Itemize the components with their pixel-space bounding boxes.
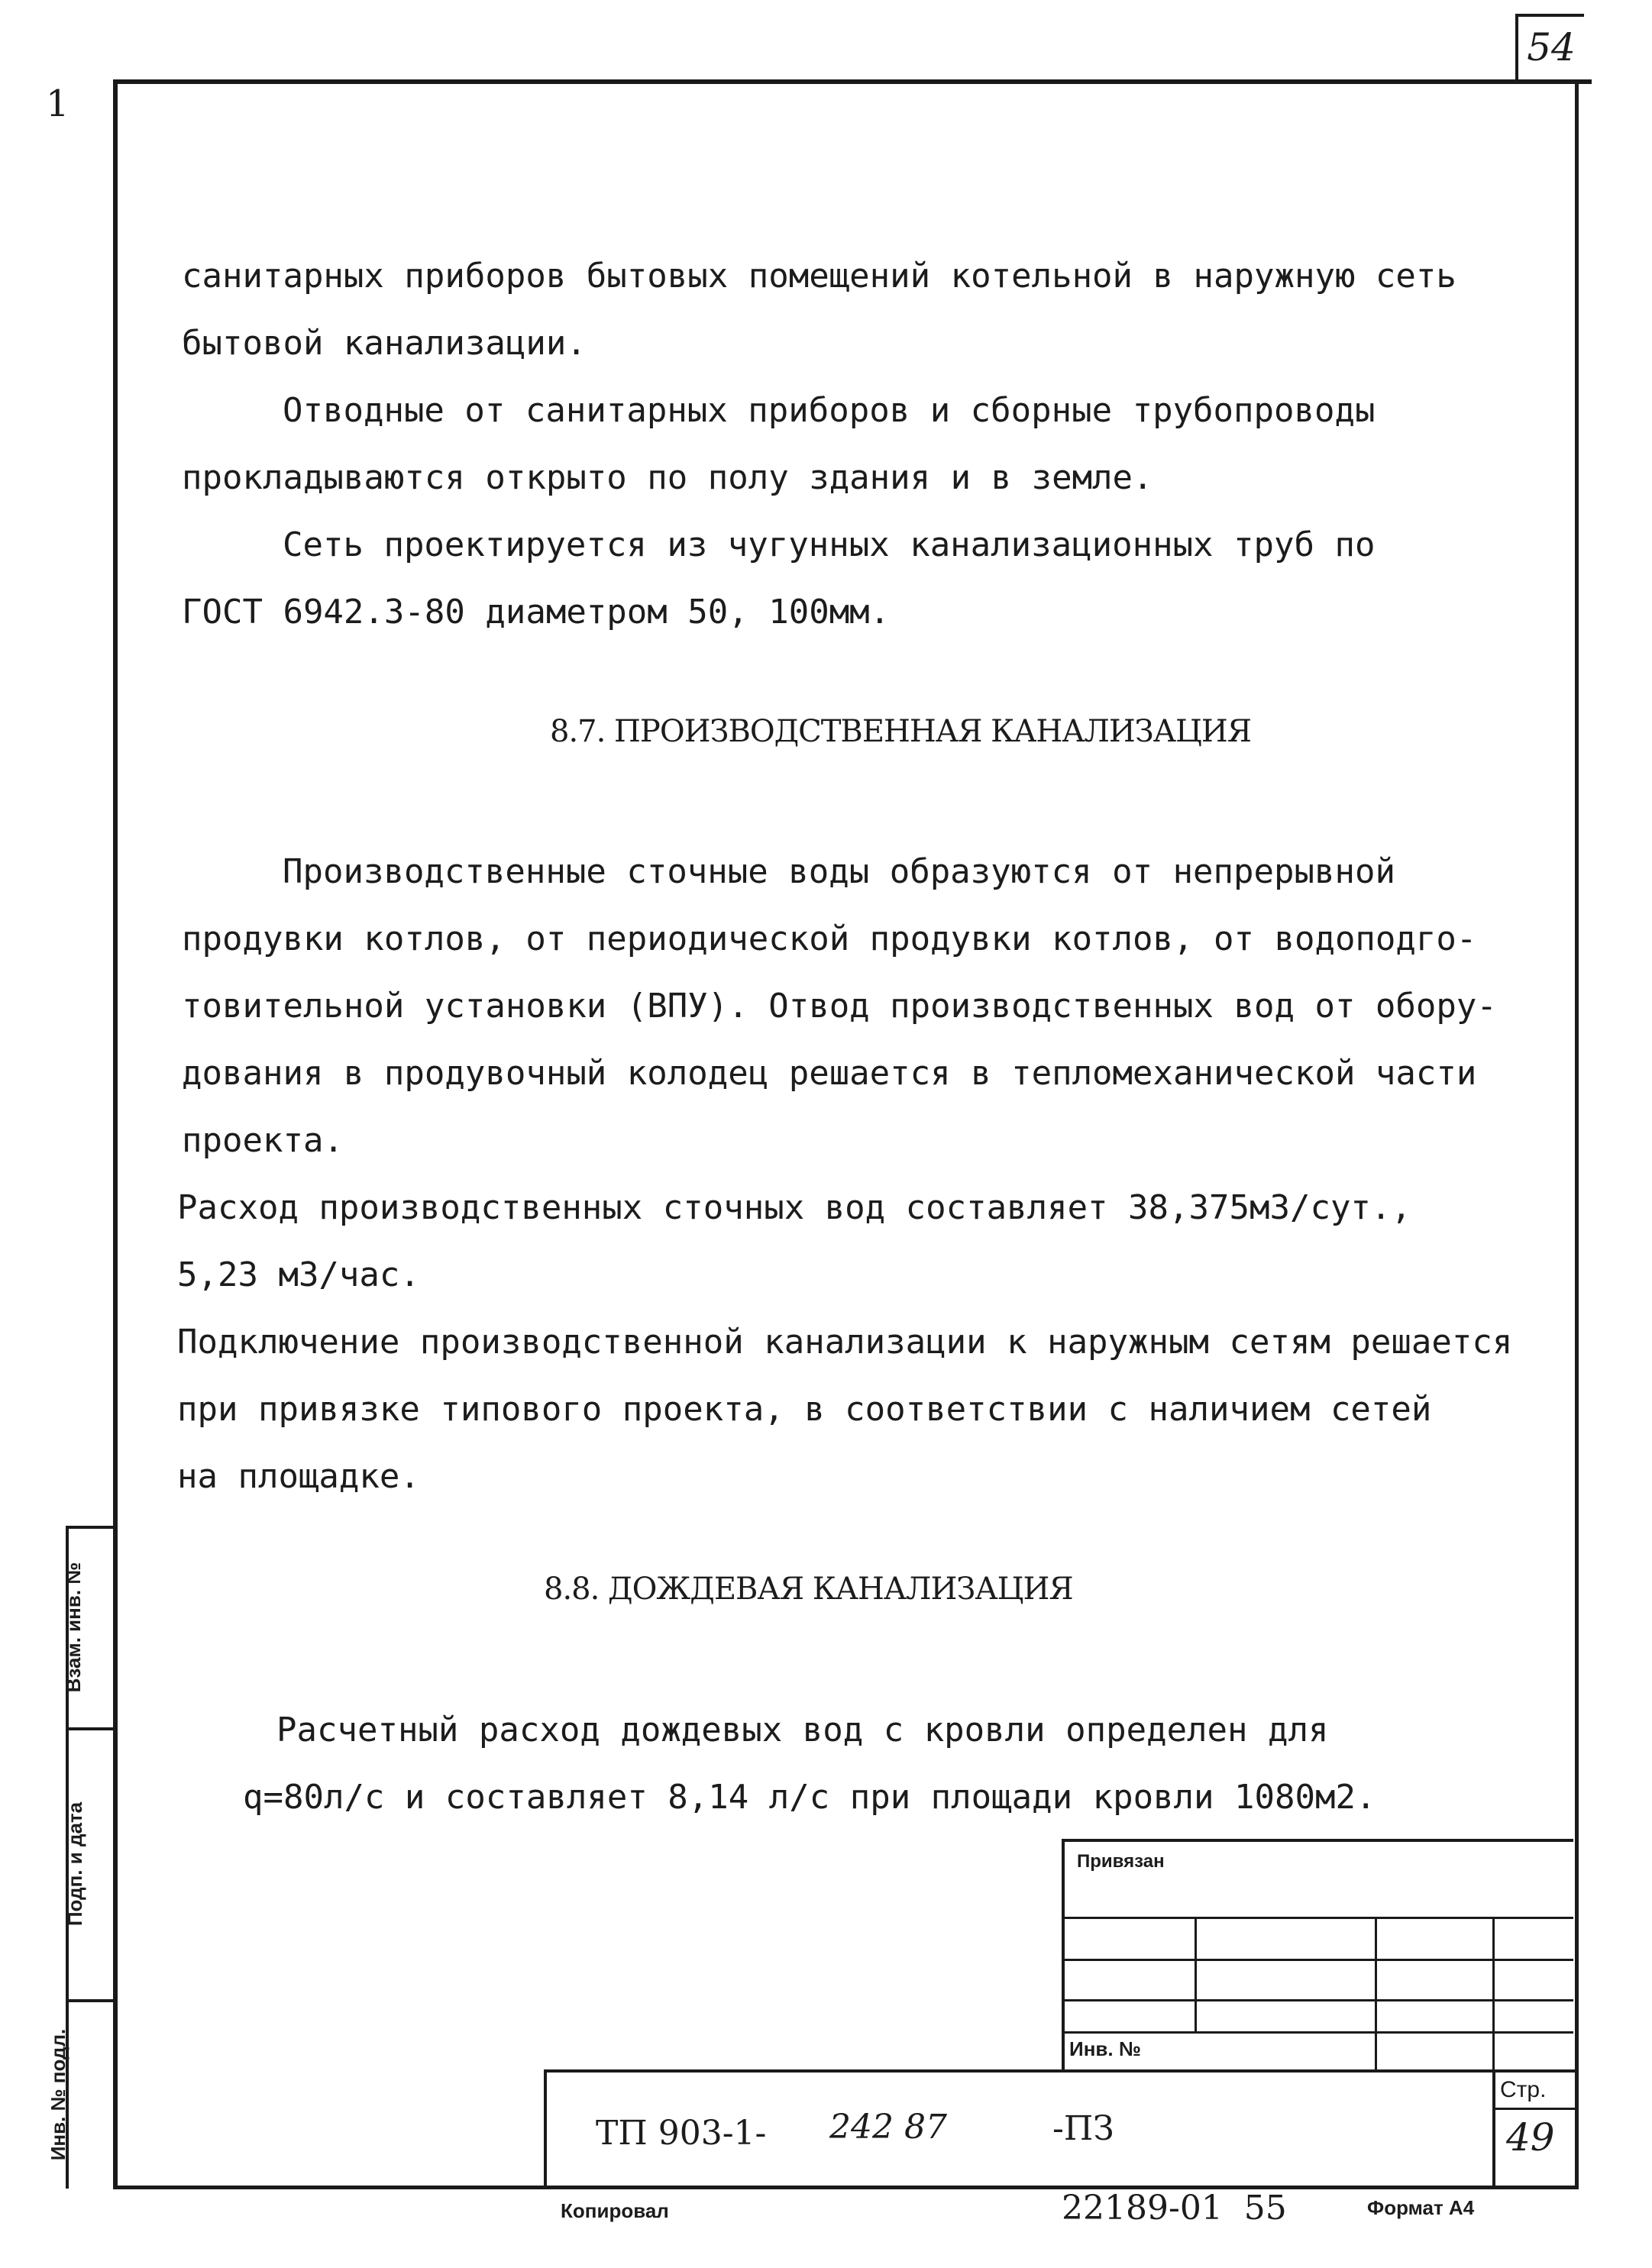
- tb-line: [1062, 1999, 1573, 2001]
- frame-right: [1575, 79, 1579, 2189]
- section-heading-8-7: 8.7. ПРОИЗВОДСТВЕННАЯ КАНАЛИЗАЦИЯ: [550, 714, 1252, 749]
- tb-line: [1492, 2108, 1576, 2110]
- tb-line: [1062, 1839, 1573, 1842]
- text-line: Производственные сточные воды образуются от непрерывной: [283, 852, 1395, 891]
- text-line: q=80л/с и составляет 8,14 л/с при площади кровли 1080м2.: [243, 1778, 1376, 1817]
- text-line: продувки котлов, от периодической продувки котлов, от водоподго-: [182, 919, 1477, 958]
- document-code-handwritten: 242 87: [829, 2108, 947, 2147]
- tb-line: [1062, 1917, 1573, 1919]
- tb-line: [1062, 1959, 1573, 1961]
- corner-page-number: 54: [1515, 14, 1584, 79]
- tb-line: [1195, 1917, 1197, 2031]
- text-line: 5,23 м3/час.: [177, 1255, 420, 1294]
- document-code-suffix: -ПЗ: [1052, 2109, 1114, 2148]
- frame-left: [113, 79, 118, 2189]
- text-line: дования в продувочный колодец решается в тепломеханической части: [182, 1054, 1477, 1093]
- page-label: Стр.: [1500, 2077, 1547, 2102]
- inv-no-label: Инв. №: [1069, 2037, 1141, 2060]
- side-stamp-divider: [66, 1999, 116, 2002]
- text-line: санитарных приборов бытовых помещений котельной в наружную сеть: [182, 257, 1456, 296]
- replace-inv-label: Взам. инв. №: [62, 1562, 85, 1693]
- text-line: на площадке.: [177, 1457, 420, 1496]
- text-line: проекта.: [182, 1121, 344, 1160]
- text-line: Расчетный расход дождевых вод с кровли определен для: [276, 1711, 1329, 1749]
- tb-line: [1062, 2031, 1573, 2034]
- tb-line: [1492, 2069, 1495, 2189]
- document-code-prefix: ТП 903-1-: [596, 2114, 767, 2153]
- side-stamp-top: [66, 1526, 116, 1529]
- tb-line: [1492, 1917, 1495, 2072]
- text-line: бытовой канализации.: [182, 324, 587, 363]
- signature-date-label: Подп. и дата: [63, 1801, 86, 1927]
- text-line: при привязке типового проекта, в соответствии с наличием сетей: [177, 1390, 1432, 1429]
- page-value: 49: [1506, 2115, 1555, 2160]
- archive-number: 22189-01 55: [1062, 2189, 1287, 2228]
- text-line: Отводные от санитарных приборов и сборные трубопроводы: [283, 391, 1376, 430]
- tb-line: [1062, 1839, 1065, 2072]
- inv-orig-label: Инв. № подл.: [47, 2028, 70, 2161]
- format-label: Формат А4: [1367, 2196, 1475, 2219]
- copied-label: Копировал: [561, 2199, 669, 2222]
- attached-label: Привязан: [1077, 1851, 1165, 1872]
- text-line: Сеть проектируется из чугунных канализационных труб по: [283, 525, 1376, 564]
- text-line: прокладываются открыто по полу здания и в земле.: [182, 458, 1153, 497]
- text-line: товительной установки (ВПУ). Отвод производственных вод от обору-: [182, 987, 1497, 1026]
- sheet-mark: 1: [46, 82, 70, 125]
- side-stamp-divider: [66, 1727, 116, 1730]
- text-line: ГОСТ 6942.3-80 диаметром 50, 100мм.: [182, 593, 891, 632]
- frame-top: [113, 79, 1592, 84]
- tb-line: [544, 2069, 547, 2189]
- tb-line: [1375, 1917, 1377, 2072]
- frame-bottom: [113, 2186, 1579, 2189]
- text-line: Расход производственных сточных вод составляет 38,375м3/сут.,: [177, 1188, 1411, 1227]
- section-heading-8-8: 8.8. ДОЖДЕВАЯ КАНАЛИЗАЦИЯ: [544, 1572, 1073, 1607]
- tb-line: [544, 2069, 1576, 2073]
- text-line: Подключение производственной канализации к наружным сетям решается: [177, 1323, 1513, 1362]
